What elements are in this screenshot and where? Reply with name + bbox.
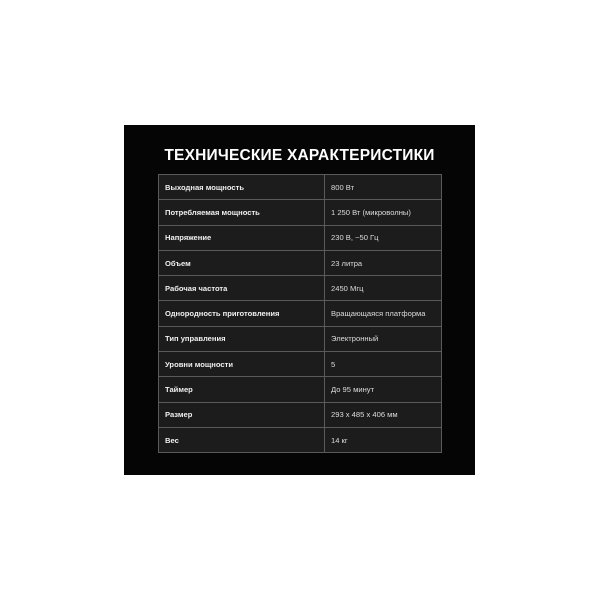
spec-label: Объем: [159, 250, 325, 275]
spec-value: 800 Вт: [325, 175, 442, 200]
spec-row: [159, 377, 442, 402]
spec-row: [159, 225, 442, 250]
spec-value: До 95 минут: [325, 377, 442, 402]
spec-row: [159, 276, 442, 301]
spec-row: [159, 352, 442, 377]
spec-value: 23 литра: [325, 250, 442, 275]
spec-row: [159, 175, 442, 200]
spec-label: Потребляемая мощность: [159, 200, 325, 225]
spec-label: Уровни мощности: [159, 352, 325, 377]
spec-label: Таймер: [159, 377, 325, 402]
spec-label: Рабочая частота: [159, 276, 325, 301]
spec-row: [159, 250, 442, 275]
spec-label: Размер: [159, 402, 325, 427]
spec-panel: [124, 125, 475, 475]
spec-value: 293 x 485 x 406 мм: [325, 402, 442, 427]
spec-value: Электронный: [325, 326, 442, 351]
spec-row: [159, 402, 442, 427]
spec-table-body: [159, 175, 442, 453]
spec-table: [158, 174, 442, 453]
spec-row: [159, 427, 442, 452]
spec-label: Однородность приготовления: [159, 301, 325, 326]
spec-row: [159, 301, 442, 326]
spec-label: Вес: [159, 427, 325, 452]
spec-value: 230 В, ~50 Гц: [325, 225, 442, 250]
spec-value: 5: [325, 352, 442, 377]
spec-label: Тип управления: [159, 326, 325, 351]
spec-row: [159, 326, 442, 351]
spec-value: Вращающаяся платформа: [325, 301, 442, 326]
spec-value: 14 кг: [325, 427, 442, 452]
page-title: ТЕХНИЧЕСКИЕ ХАРАКТЕРИСТИКИ: [164, 147, 435, 164]
spec-row: [159, 200, 442, 225]
spec-value: 2450 Мгц: [325, 276, 442, 301]
spec-label: Выходная мощность: [159, 175, 325, 200]
spec-value: 1 250 Вт (микроволны): [325, 200, 442, 225]
spec-label: Напряжение: [159, 225, 325, 250]
